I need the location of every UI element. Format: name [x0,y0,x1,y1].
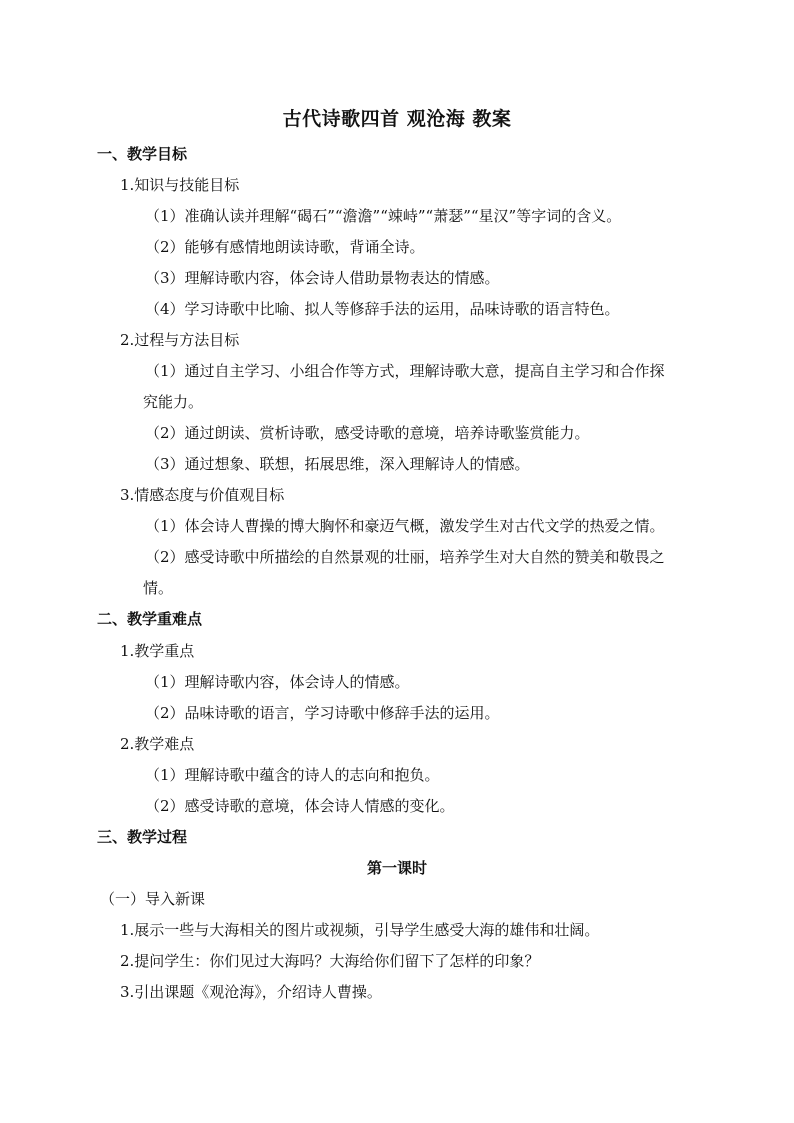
subsection-difficulties: 2.教学难点 [120,735,195,753]
subsection-introduction: （一）导入新课 [100,890,206,908]
paragraph-line: （3）理解诗歌内容，体会诗人借助景物表达的情感。 [145,269,500,287]
paragraph-line: （1）准确认读并理解“碣石”“澹澹”“竦峙”“萧瑟”“星汉”等字词的含义。 [145,207,622,225]
paragraph-line-continuation: 情。 [143,579,174,597]
paragraph-line: （4）学习诗歌中比喻、拟人等修辞手法的运用，品味诗歌的语言特色。 [145,300,620,318]
paragraph-line: （1）理解诗歌中蕴含的诗人的志向和抱负。 [145,766,440,784]
paragraph-line: 3.引出课题《观沧海》，介绍诗人曹操。 [120,983,382,1001]
section-heading-objectives: 一、教学目标 [97,145,188,163]
subsection-key-focus: 1.教学重点 [120,642,195,660]
document-title: 古代诗歌四首 观沧海 教案 [282,108,512,130]
paragraph-line: 2.提问学生：你们见过大海吗？大海给你们留下了怎样的印象？ [120,952,540,970]
paragraph-line: （2）通过朗读、赏析诗歌，感受诗歌的意境，培养诗歌鉴赏能力。 [145,424,590,442]
section-heading-process: 三、教学过程 [97,828,188,846]
paragraph-line: （2）感受诗歌的意境，体会诗人情感的变化。 [145,797,455,815]
paragraph-line: （2）能够有感情地朗读诗歌，背诵全诗。 [145,238,425,256]
subsection-process-methods: 2.过程与方法目标 [120,331,240,349]
lesson-period-heading: 第一课时 [366,859,427,877]
paragraph-line: （2）品味诗歌的语言，学习诗歌中修辞手法的运用。 [145,704,500,722]
paragraph-line: （2）感受诗歌中所描绘的自然景观的壮丽，培养学生对大自然的赞美和敬畏之 [145,548,665,566]
subsection-knowledge-skills: 1.知识与技能目标 [120,176,240,194]
section-heading-key-points: 二、教学重难点 [97,610,203,628]
paragraph-line-continuation: 究能力。 [143,393,204,411]
paragraph-line: （1）理解诗歌内容，体会诗人的情感。 [145,673,410,691]
paragraph-line: （1）通过自主学习、小组合作等方式，理解诗歌大意，提高自主学习和合作探 [145,362,665,380]
paragraph-line: （3）通过想象、联想，拓展思维，深入理解诗人的情感。 [145,455,530,473]
subsection-emotion-values: 3.情感态度与价值观目标 [120,486,285,504]
paragraph-line: 1.展示一些与大海相关的图片或视频，引导学生感受大海的雄伟和壮阔。 [120,921,600,939]
paragraph-line: （1）体会诗人曹操的博大胸怀和豪迈气概，激发学生对古代文学的热爱之情。 [145,517,665,535]
